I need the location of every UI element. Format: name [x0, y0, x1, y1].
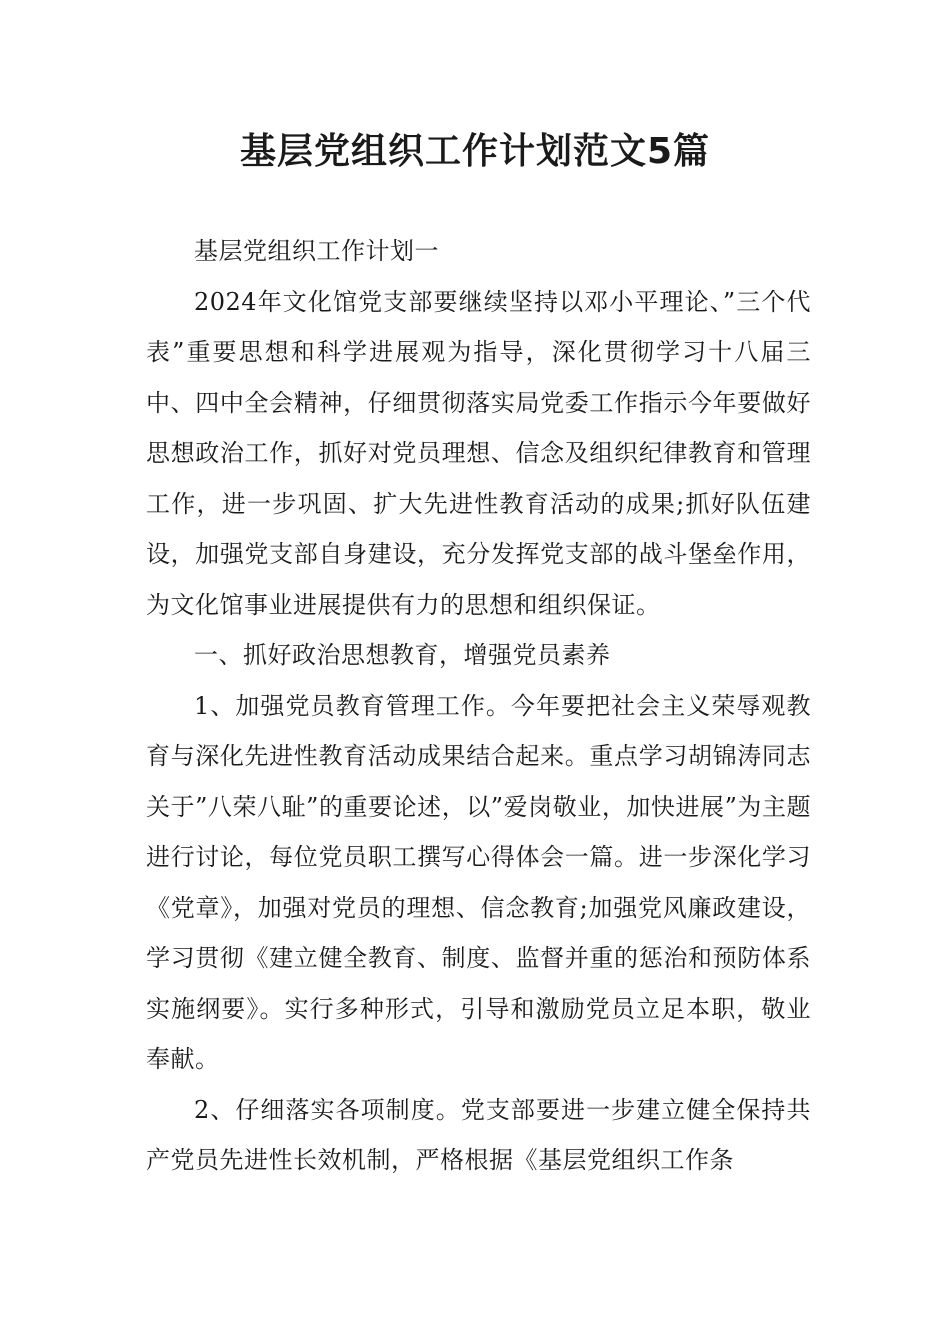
document-title: 基层党组织工作计划范文5篇	[239, 131, 711, 172]
paragraph-item-2: 2、仔细落实各项制度。党支部要进一步建立健全保持共产党员先进性长效机制，严格根据《基层党组织工作条	[146, 1095, 811, 1174]
document-body	[146, 226, 811, 1186]
section-heading-plan-one: 基层党组织工作计划一	[194, 237, 439, 265]
paragraph-item-1: 1、加强党员教育管理工作。今年要把社会主义荣辱观教育与深化先进性教育活动成果结合起来。重点学习胡锦涛同志关于”八荣八耻”的重要论述，以”爱岗敬业，加快进展”为主题进行讨论，每位党员职工撰写心得体会一篇。进一步深化学习《党章》，加强对党员的理想、信念教育;加强党风廉政建设，学习贯彻《建立健全教育、制度、监督并重的惩治和预防体系实施纲要》。实行多种形式，引导和激励党员立足本职，敬业奉献。	[146, 691, 811, 1073]
section-heading-political-education: 一、抓好政治思想教育，增强党员素养	[194, 641, 611, 669]
intro-paragraph: 2024年文化馆党支部要继续坚持以邓小平理论、”三个代表”重要思想和科学进展观为指导，深化贯彻学习十八届三中、四中全会精神，仔细贯彻落实局党委工作指示今年要做好思想政治工作，抓好对党员理想、信念及组织纪律教育和管理工作，进一步巩固、扩大先进性教育活动的成果;抓好队伍建设，加强党支部自身建设，充分发挥党支部的战斗堡垒作用，为文化馆事业进展提供有力的思想和组织保证。	[146, 287, 811, 619]
